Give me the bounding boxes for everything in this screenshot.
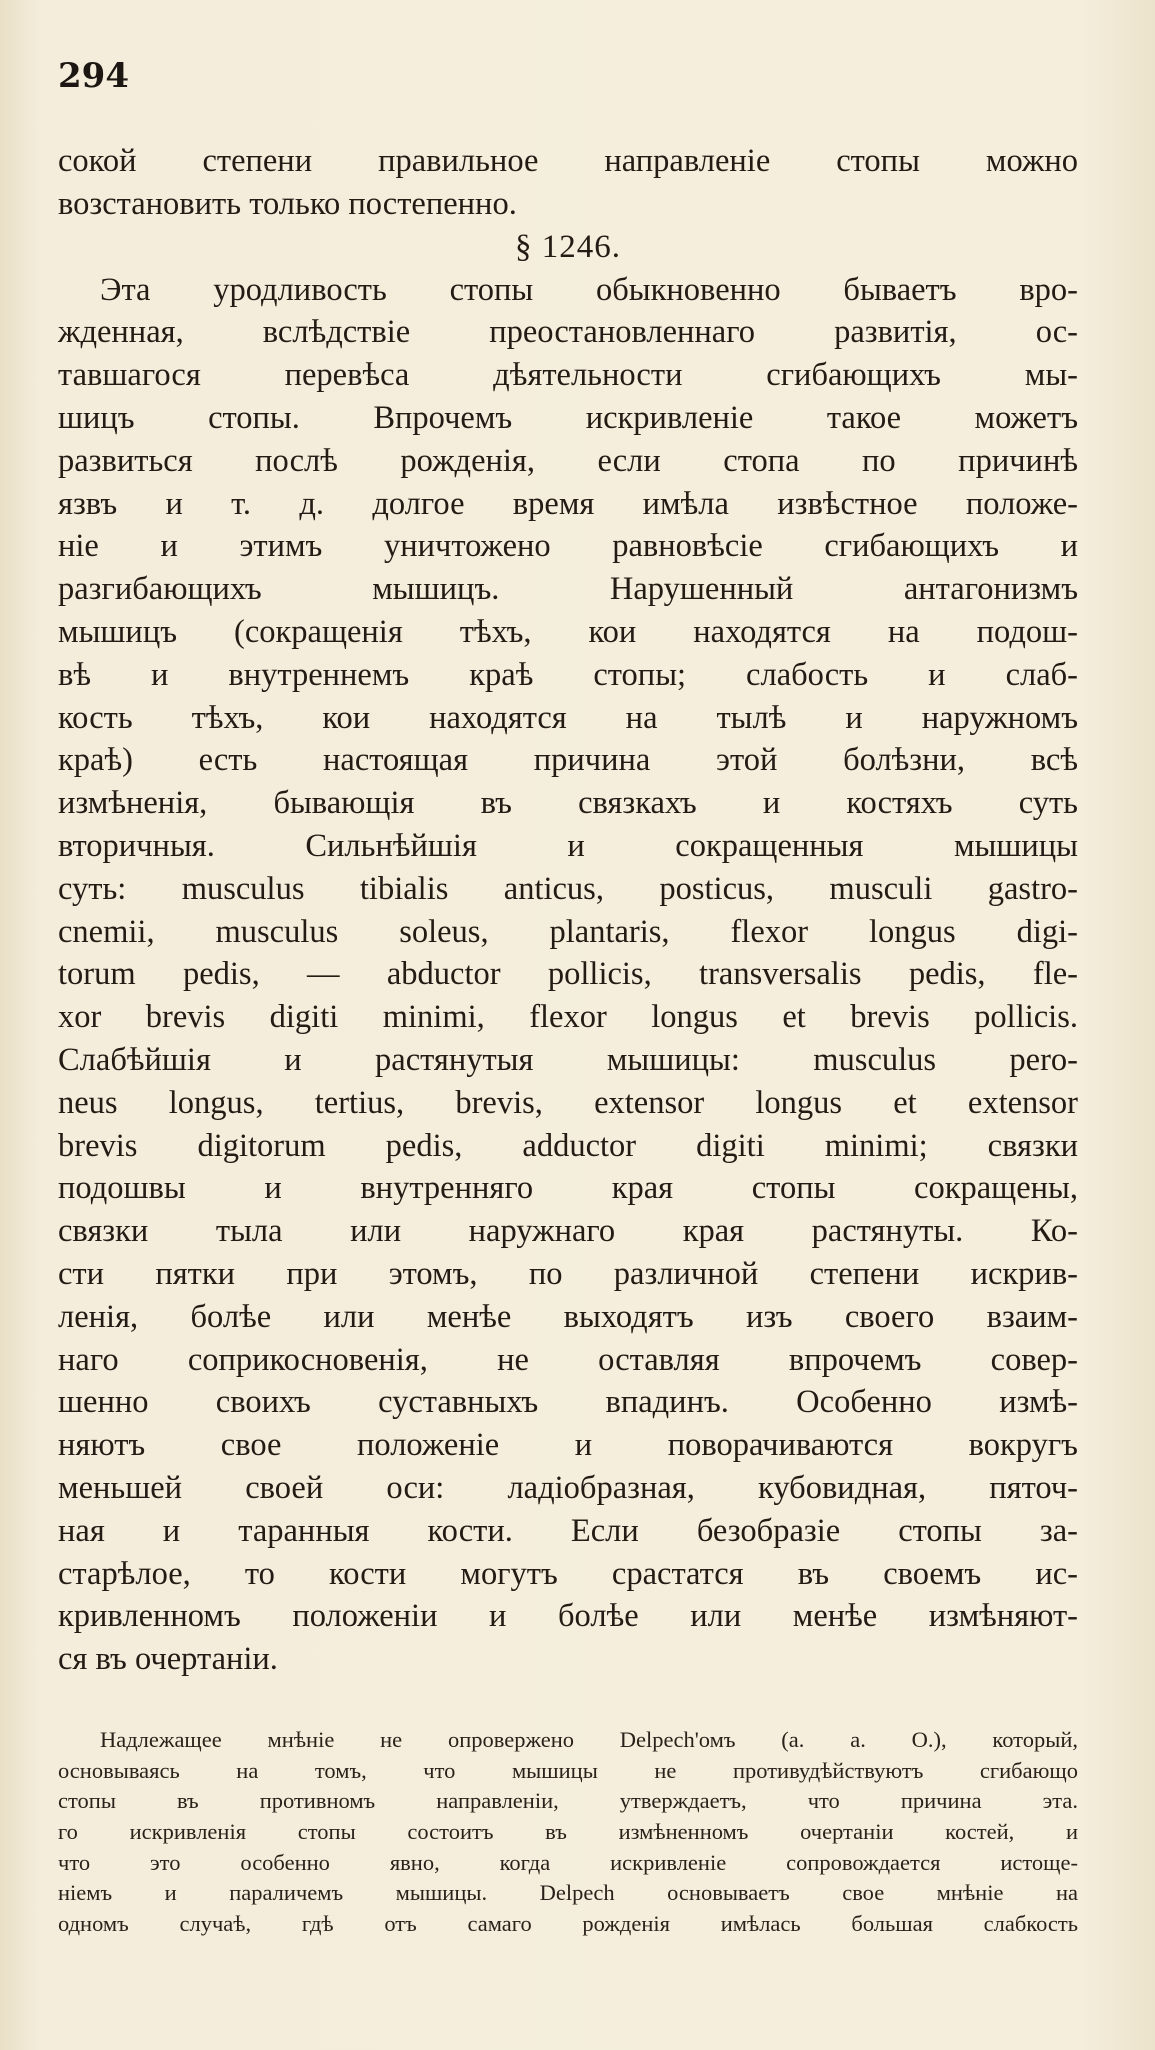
text-line: мышицъ (сокращенія тѣхъ, кои находятся на подош- bbox=[58, 613, 1078, 650]
main-text bbox=[58, 140, 1078, 1681]
text-line: подошвы и внутренняго края стопы сокращены, bbox=[58, 1170, 1078, 1207]
text-line: ніе и этимъ уничтожено равновѣсіе сгибающихъ и bbox=[58, 528, 1078, 565]
text-line: torum pedis, — abductor pollicis, transversalis pedis, fle- bbox=[58, 956, 1078, 993]
text-line: сти пятки при этомъ, по различной степени искрив- bbox=[58, 1255, 1078, 1292]
text-line: возстановить только постепенно. bbox=[58, 185, 517, 222]
footnote-line: го искривленія стопы состоитъ въ измѣненномъ очертаніи костей, и bbox=[58, 1819, 1078, 1845]
text-line: старѣлое, то кости могутъ срастатся въ своемъ ис- bbox=[58, 1555, 1078, 1592]
text-line: кривленномъ положеніи и болѣе или менѣе измѣняют- bbox=[58, 1598, 1078, 1635]
text-line: Слабѣйшія и растянутыя мышицы: musculus pero- bbox=[58, 1041, 1078, 1078]
text-line: измѣненія, бывающія въ связкахъ и костяхъ суть bbox=[58, 785, 1078, 822]
text-line: кость тѣхъ, кои находятся на тылѣ и наружномъ bbox=[58, 699, 1078, 736]
text-line: вторичныя. Сильнѣйшія и сокращенныя мышицы bbox=[58, 827, 1078, 864]
footnote-line: основываясь на томъ, что мышицы не противудѣйствуютъ сгибающо bbox=[58, 1757, 1078, 1783]
text-line: меньшей своей оси: ладіобразная, кубовидная, пяточ- bbox=[58, 1469, 1078, 1506]
text-line: сокой степени правильное направленіе стопы можно bbox=[58, 143, 1078, 179]
text-line: шицъ стопы. Впрочемъ искривленіе такое можетъ bbox=[58, 399, 1078, 436]
text-line: brevis digitorum pedis, adductor digiti minimi; связки bbox=[58, 1127, 1078, 1164]
text-line: разгибающихъ мышицъ. Нарушенный антагонизмъ bbox=[58, 571, 1078, 608]
text-line: няютъ свое положеніе и поворачиваются вокругъ bbox=[58, 1427, 1078, 1464]
text-line: ся въ очертаніи. bbox=[58, 1641, 278, 1678]
text-line: шенно своихъ суставныхъ впадинъ. Особенно измѣ- bbox=[58, 1384, 1078, 1421]
text-line: Эта уродливость стопы обыкновенно бываетъ вро- bbox=[100, 271, 1078, 308]
text-line: жденная, вслѣдствіе преостановленнаго развитія, ос- bbox=[58, 314, 1078, 351]
text-line: наго соприкосновенія, не оставляя впрочемъ совер- bbox=[58, 1341, 1078, 1378]
text-line: тавшагося перевѣса дѣятельности сгибающихъ мы- bbox=[58, 357, 1078, 394]
footnote-line: что это особенно явно, когда искривленіе сопровождается истоще- bbox=[58, 1849, 1078, 1875]
text-line: cnemii, musculus soleus, plantaris, flexor longus digi- bbox=[58, 913, 1078, 950]
text-line: ленія, болѣе или менѣе выходятъ изъ своего взаим- bbox=[58, 1298, 1078, 1335]
text-line: развиться послѣ рожденія, если стопа по причинѣ bbox=[58, 442, 1078, 479]
footnote-line: Надлежащее мнѣніе не опровержено Delpech'омъ (a. a. O.), который, bbox=[100, 1727, 1078, 1752]
page-number: 294 bbox=[58, 56, 129, 96]
text-line: краѣ) есть настоящая причина этой болѣзни, всѣ bbox=[58, 742, 1078, 779]
text-line: xor brevis digiti minimi, flexor longus et brevis pollicis. bbox=[58, 999, 1078, 1036]
footnote bbox=[58, 1725, 1078, 1940]
text-line: вѣ и внутреннемъ краѣ стопы; слабость и слаб- bbox=[58, 656, 1078, 693]
text-line: связки тыла или наружнаго края растянуты. Ко- bbox=[58, 1213, 1078, 1250]
footnote-line: одномъ случаѣ, гдѣ отъ самаго рожденія имѣлась большая слабкость bbox=[58, 1911, 1078, 1937]
section-heading: § 1246. bbox=[515, 228, 621, 265]
text-line: язвъ и т. д. долгое время имѣла извѣстное положе- bbox=[58, 485, 1078, 522]
text-line: neus longus, tertius, brevis, extensor longus et extensor bbox=[58, 1084, 1078, 1121]
footnote-line: ніемъ и параличемъ мышицы. Delpech основываетъ свое мнѣніе на bbox=[58, 1880, 1078, 1906]
text-line: ная и таранныя кости. Если безобразіе стопы за- bbox=[58, 1512, 1078, 1549]
footnote-line: стопы въ противномъ направленіи, утверждаетъ, что причина эта. bbox=[58, 1788, 1078, 1814]
text-line: суть: musculus tibialis anticus, posticus, musculi gastro- bbox=[58, 870, 1078, 907]
